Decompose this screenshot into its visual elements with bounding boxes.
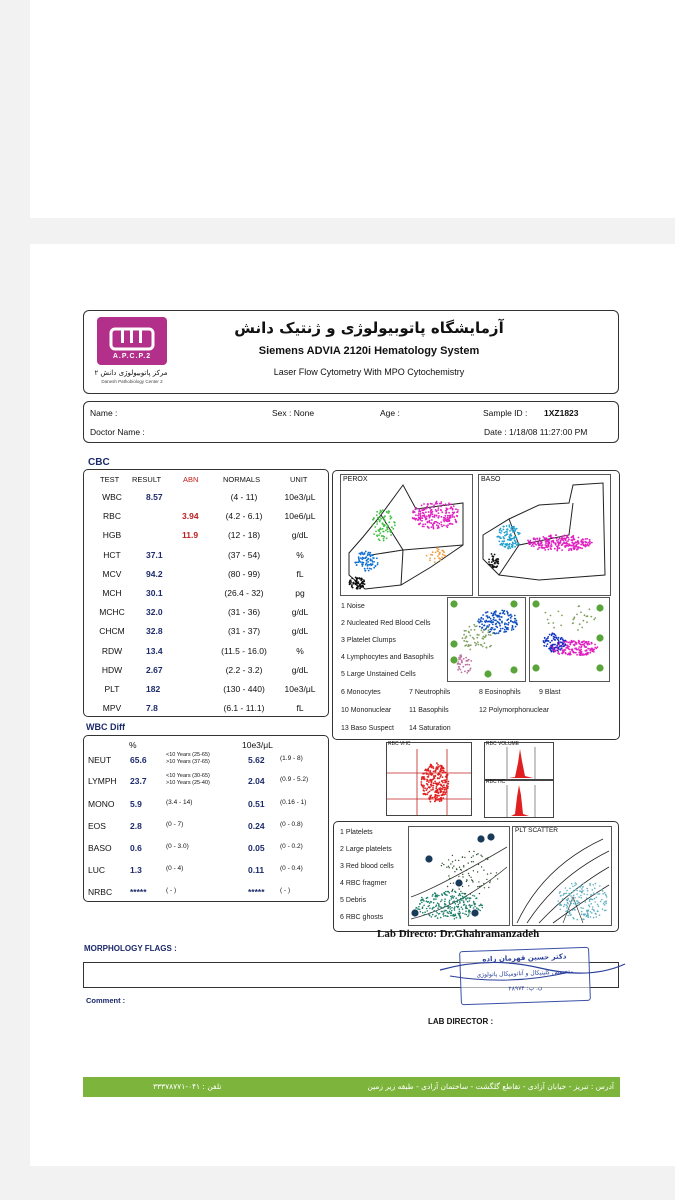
diff-pct-luc: 1.3 <box>130 865 142 875</box>
wbc-legend-item-12: 12 Polymorphonuclear <box>479 707 550 714</box>
cbc-title: CBC <box>88 457 110 468</box>
cbc-abn-rbc: 3.94 <box>182 511 199 522</box>
rbc-hc-histogram <box>485 781 553 817</box>
cbc-header-unit: UNIT <box>290 475 308 484</box>
cbc-unit-rbc: 10e6/μL <box>284 511 316 522</box>
cbc-header-normals: NORMALS <box>223 475 261 484</box>
plt-scatter-label: PLT SCATTER <box>515 827 558 834</box>
cbc-result-mchc: 32.0 <box>146 607 163 618</box>
wbc-legend-item-11: 11 Basophils <box>409 707 449 714</box>
diff-test-neut: NEUT <box>88 755 112 765</box>
scatter-cloud <box>550 640 599 656</box>
method-name: Laser Flow Cytometry With MPO Cytochemistry <box>273 367 465 377</box>
diff-normal-baso: (0 - 3.0) <box>166 843 189 850</box>
doctor-name-label: Doctor Name : <box>90 427 145 437</box>
diff-pct-neut: 65.6 <box>130 755 147 765</box>
plt-legend-1: 1 Platelets <box>340 829 373 836</box>
footer-phone: تلفن : ۰۴۱-۳۳۳۷۸۷۷۱ <box>153 1082 222 1091</box>
center-name-fa: مرکز پاتوبیولوژی دانش ۲ <box>94 369 168 377</box>
scatter-cloud <box>420 762 449 802</box>
comment-label: Comment : <box>86 996 126 1005</box>
rbc-volume-histogram <box>485 743 553 779</box>
patient-name-label: Name : <box>90 408 118 418</box>
diff-abs-normal-luc: (0 - 0.4) <box>280 865 303 872</box>
mini-scatter-1-svg <box>448 598 525 681</box>
cbc-normal-hgb: (12 - 18) <box>227 530 261 541</box>
lab-director-label: LAB DIRECTOR : <box>428 1017 494 1026</box>
rbc-vhc-plot <box>386 742 472 816</box>
patient-age-label: Age : <box>380 408 400 418</box>
cbc-normal-mch: (26.4 - 32) <box>224 588 264 598</box>
diff-normal-lymph: <10 Years (30-65) >10 Years (25-40) <box>166 773 210 786</box>
cbc-test-mch: MCH <box>102 588 122 598</box>
cbc-test-hct: HCT <box>103 549 121 560</box>
diff-abs-normal-eos: (0 - 0.8) <box>280 821 303 828</box>
rbc-hc-plot <box>484 780 554 818</box>
patient-info <box>83 401 619 443</box>
baso-scatter-svg <box>479 475 610 595</box>
plt-scatter-svg <box>513 827 611 925</box>
diff-abs-normal-mono: (0.16 - 1) <box>280 799 307 806</box>
center-name-en: Danesh Pathobiology Center 2 <box>101 379 163 384</box>
cbc-test-rbc: RBC <box>103 511 121 522</box>
lab-director-signature-line: Lab Directo: Dr.Ghahramanzadeh <box>377 928 540 940</box>
diff-normal-nrbc: ( - ) <box>166 887 177 894</box>
cbc-result-mch: 30.1 <box>146 588 163 598</box>
diff-pct-nrbc: ***** <box>130 887 147 897</box>
wbc-diff-title: WBC Diff <box>86 722 125 732</box>
diff-normal-eos: (0 - 7) <box>166 821 184 828</box>
diff-abs-lymph: 2.04 <box>248 776 265 786</box>
perox-plot <box>340 474 473 596</box>
footer-address: آدرس : تبریز - خیابان آزادی - تقاطع گلگشت - ساختمان آزادی - طبقه زیر زمین <box>367 1082 614 1091</box>
wbc-diff-pct-header: % <box>129 740 137 750</box>
diff-pct-eos: 2.8 <box>130 821 142 831</box>
diff-pct-lymph: 23.7 <box>130 776 147 786</box>
diff-abs-normal-neut: (1.9 - 8) <box>280 755 303 762</box>
lab-title-fa: آزمایشگاه پاتوبیولوژی و ژنتیک دانش <box>234 319 504 337</box>
diff-abs-neut: 5.62 <box>248 755 265 765</box>
cbc-unit-rdw: % <box>296 645 304 656</box>
previous-page <box>30 0 675 218</box>
cbc-table <box>83 469 329 717</box>
cbc-header-result: RESULT <box>132 475 162 484</box>
cbc-normal-wbc: (4 - 11) <box>230 492 258 502</box>
diff-normal-mono: (3.4 - 14) <box>166 799 193 806</box>
cbc-normal-mcv: (80 - 99) <box>227 568 261 579</box>
scatter-cloud <box>372 509 396 541</box>
scatter-cloud <box>426 547 446 563</box>
report-date: Date : 1/18/08 11:27:00 PM <box>484 427 588 437</box>
baso-plot <box>478 474 611 596</box>
wbc-legend-item-1: 1 Noise <box>341 603 365 610</box>
cbc-unit-mcv: fL <box>296 568 304 579</box>
stamp-line-2: متخصص کلینیکال و آناتومیکال پاتولوژی <box>476 968 574 979</box>
diff-normal-luc: (0 - 4) <box>166 865 184 872</box>
region-marker-icon <box>487 833 495 841</box>
baso-label: BASO <box>481 476 501 483</box>
diff-abs-luc: 0.11 <box>248 865 265 875</box>
cbc-unit-hdw: g/dL <box>291 664 309 675</box>
scatter-cloud <box>545 605 597 631</box>
region-marker-icon <box>596 604 604 612</box>
diff-pct-mono: 5.9 <box>130 799 142 809</box>
sample-id-label: Sample ID : <box>483 408 528 418</box>
wbc-legend-item-8: 8 Eosinophils <box>479 689 521 696</box>
diff-abs-normal-baso: (0 - 0.2) <box>280 843 303 850</box>
lab-logo <box>97 317 167 365</box>
morphology-flags-label: MORPHOLOGY FLAGS : <box>84 944 177 953</box>
cbc-test-rdw: RDW <box>101 645 123 656</box>
cbc-unit-mchc: g/dL <box>291 607 309 618</box>
cbc-test-mpv: MPV <box>102 703 122 714</box>
region-marker-icon <box>455 879 463 887</box>
wbc-legend-item-6: 6 Monocytes <box>341 689 381 696</box>
scatter-cloud <box>456 654 472 674</box>
diff-test-mono: MONO <box>88 799 115 809</box>
stamp-line-3: ن. پ: ۴۸۹۷۴ <box>508 984 543 993</box>
cbc-result-mcv: 94.2 <box>146 568 163 579</box>
plt-panel <box>333 821 619 932</box>
wbc-legend-item-4: 4 Lymphocytes and Basophils <box>341 654 434 661</box>
diff-test-baso: BASO <box>88 843 112 853</box>
wbc-legend-item-3: 3 Platelet Clumps <box>341 637 396 644</box>
cbc-header-abn: ABN <box>183 475 199 484</box>
rbc-volume-label: RBC VOLUME <box>486 741 520 747</box>
diff-test-nrbc: NRBC <box>88 887 113 897</box>
rbc-vhc-svg <box>387 743 471 815</box>
wbc-legend-item-9: 9 Blast <box>539 689 561 696</box>
cbc-unit-mch: pg <box>295 588 305 598</box>
patient-sex: Sex : None <box>272 408 315 418</box>
wbc-diff-abs-header: 10e3/μL <box>242 740 273 750</box>
perox-scatter-svg <box>341 475 472 595</box>
report-page <box>30 244 675 1166</box>
region-marker-icon <box>450 640 458 648</box>
cbc-normal-rbc: (4.2 - 6.1) <box>225 511 263 522</box>
plt-scatter-plot <box>512 826 612 926</box>
perox-mini-plot <box>529 597 610 682</box>
sample-id: 1XZ1823 <box>544 408 579 418</box>
region-marker-icon <box>596 664 604 672</box>
region-marker-icon <box>510 600 518 608</box>
diff-pct-baso: 0.6 <box>130 843 142 853</box>
plt-rbc-scatter-svg <box>409 827 509 925</box>
cbc-result-hdw: 2.67 <box>146 664 163 675</box>
footer-address-bar <box>83 1077 620 1097</box>
diff-normal-neut: <10 Years (25-65) >10 Years (37-65) <box>166 752 210 765</box>
diff-abs-baso: 0.05 <box>248 843 265 853</box>
cbc-header-test: TEST <box>100 475 120 484</box>
cbc-normal-mchc: (31 - 36) <box>227 607 261 618</box>
cbc-normal-plt: (130 - 440) <box>223 684 265 694</box>
diff-test-lymph: LYMPH <box>88 776 117 786</box>
plt-legend-6: 6 RBC ghosts <box>340 914 384 921</box>
diff-abs-eos: 0.24 <box>248 821 265 831</box>
cbc-unit-wbc: 10e3/μL <box>284 492 316 502</box>
wbc-legend-item-7: 7 Neutrophils <box>409 689 451 696</box>
cbc-result-chcm: 32.8 <box>146 626 163 637</box>
diff-test-luc: LUC <box>88 865 106 875</box>
region-marker-icon <box>484 670 492 678</box>
cbc-test-hgb: HGB <box>102 530 122 541</box>
stamp-line-1: دکتر حسین قهرمان زاده <box>482 952 567 964</box>
scatter-cloud <box>496 524 520 549</box>
rbc-vhc-label: RBC VHC <box>388 741 411 747</box>
baso-nucleus-mini-plot <box>447 597 526 682</box>
wbc-legend-item-14: 14 Saturation <box>409 725 451 732</box>
cbc-result-wbc: 8.57 <box>146 492 163 502</box>
logo-text: A.P.C.P.2 <box>112 353 152 360</box>
perox-label: PEROX <box>343 476 368 483</box>
plt-legend-5: 5 Debris <box>340 897 367 904</box>
system-name: Siemens ADVIA 2120i Hematology System <box>258 345 480 357</box>
region-marker-icon <box>510 666 518 674</box>
plt-legend-2: 2 Large platelets <box>340 846 392 853</box>
cbc-unit-mpv: fL <box>296 703 304 714</box>
diff-abs-normal-nrbc: ( - ) <box>280 887 291 894</box>
cbc-test-hdw: HDW <box>101 664 123 675</box>
region-marker-icon <box>450 656 458 664</box>
plt-rbc-plot <box>408 826 510 926</box>
cbc-result-plt: 182 <box>146 684 161 694</box>
plt-legend-4: 4 RBC fragmer <box>340 880 387 887</box>
scatter-cloud <box>354 551 378 572</box>
scatter-cloud <box>462 624 494 651</box>
region-marker-icon <box>471 909 479 917</box>
mini-scatter-2-svg <box>530 598 609 681</box>
wbc-legend-item-2: 2 Nucleated Red Blood Cells <box>341 620 431 627</box>
diff-abs-normal-lymph: (0.9 - 5.2) <box>280 776 309 783</box>
wbc-legend-item-10: 10 Mononuclear <box>341 707 392 714</box>
cbc-normal-rdw: (11.5 - 16.0) <box>221 645 267 656</box>
cbc-result-rdw: 13.4 <box>146 645 163 656</box>
wbc-legend-item-13: 13 Baso Suspect <box>341 725 394 732</box>
cbc-normal-mpv: (6.1 - 11.1) <box>223 703 265 714</box>
cbc-unit-plt: 10e3/μL <box>284 684 316 694</box>
region-marker-icon <box>477 835 485 843</box>
diff-abs-nrbc: ***** <box>248 887 265 897</box>
region-marker-icon <box>532 664 540 672</box>
rbc-volume-plot <box>484 742 554 780</box>
cbc-result-mpv: 7.8 <box>146 703 158 714</box>
rbc-hc-label: RBC HC <box>486 779 506 785</box>
cbc-normal-hct: (37 - 54) <box>227 549 261 560</box>
report-header <box>83 310 619 394</box>
cbc-abn-hgb: 11.9 <box>182 530 199 541</box>
cbc-unit-hgb: g/dL <box>291 530 309 541</box>
cbc-test-mcv: MCV <box>102 568 122 579</box>
cbc-test-chcm: CHCM <box>99 626 125 637</box>
signature-scribble-icon <box>430 946 630 1006</box>
wbc-scattergram-panel <box>332 470 620 740</box>
cbc-normal-chcm: (31 - 37) <box>227 626 261 637</box>
cbc-unit-chcm: g/dL <box>291 626 309 637</box>
region-marker-icon <box>450 600 458 608</box>
diff-abs-mono: 0.51 <box>248 799 265 809</box>
region-marker-icon <box>425 855 433 863</box>
cbc-test-wbc: WBC <box>102 492 122 502</box>
scatter-cloud <box>477 610 518 635</box>
cbc-unit-hct: % <box>296 549 304 560</box>
wbc-diff-table <box>83 735 329 902</box>
cbc-test-plt: PLT <box>104 684 120 694</box>
wbc-legend-item-5: 5 Large Unstained Cells <box>341 671 416 678</box>
region-marker-icon <box>596 634 604 642</box>
cbc-normal-hdw: (2.2 - 3.2) <box>225 664 263 675</box>
plt-legend-3: 3 Red blood cells <box>340 863 394 870</box>
diff-test-eos: EOS <box>88 821 106 831</box>
cbc-result-hct: 37.1 <box>146 549 163 560</box>
region-marker-icon <box>532 600 540 608</box>
cbc-test-mchc: MCHC <box>99 607 125 618</box>
region-marker-icon <box>411 909 419 917</box>
